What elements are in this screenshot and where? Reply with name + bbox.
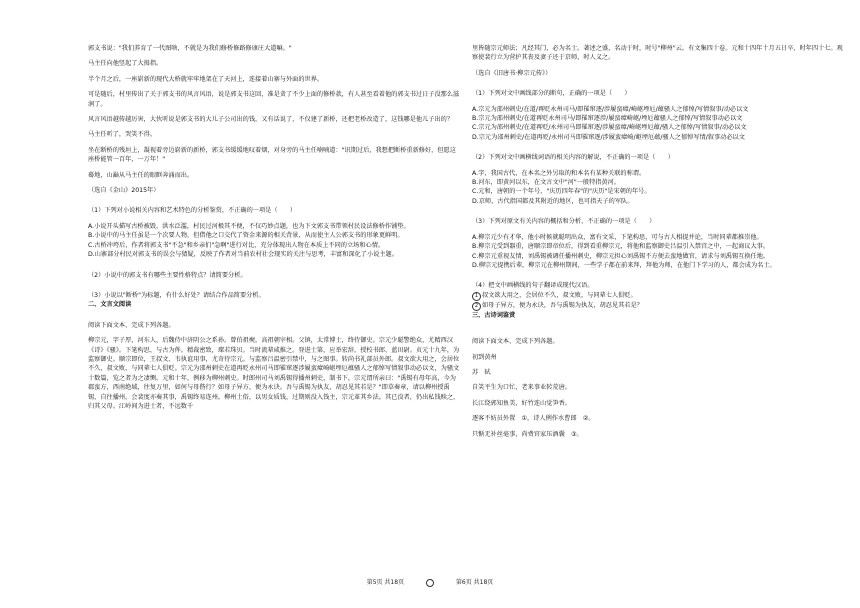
story-para: 蓦地，山巅从马主任的眼眶奔涌而出。 [88, 171, 194, 179]
classical-text: 里皆随宗元师法；凡经其门，必为名士。著述之盛，名动于时，时号"柳州"云。有文集四十卷。元和十四年十月五日卒，时年四十七。观察使裴行立为营护其丧及妻子还于京师，时人义之。 [472, 45, 843, 62]
instruction: 阅读下面文本，完成下列各题。 [88, 321, 175, 329]
option-c: C.宗元为邵州刺史/在道再贬/永州司马即罹窜逐/涉履蛮瘴/崎岖堙厄蕴/骚人之郁悼/写情叙事/动必以文 [472, 124, 747, 132]
poem-line: 自笑平生为口忙，老来事业转荒唐。 [472, 384, 571, 392]
page-number-right: 第6页 共18页 [455, 579, 494, 586]
story-para: 可是随后，村里传出了关于郭支书的风言风语，说是郭支书这回，准是贪了不少上面的修桥款，有人甚至看着他的郭支书过日子没那么滋润了。 [88, 91, 460, 108]
poem-line: 逐客不妨员外置 ①，诗人例作水曹郎 ②。 [472, 415, 595, 423]
story-para: 风言风语越传越厉害，大伙听说是郭支书的大儿子公司出的钱，又有话说了，不仅建了新桥，还把老桥改造了，这钱哪是他儿子出的？ [88, 116, 454, 124]
option-b: B.柳宗元受到器重，唐顺宗即帝位后，得到看重柳宗元，将他和监察御史吕温引入禁宫之中，一起商议大事。 [472, 243, 770, 251]
question-4: （4）把文中画横线的句子翻译成现代汉语。 [472, 282, 594, 290]
option-c: C.柳宗元重视友情，刘禹锡被调任播州刺史，柳宗元担心刘禹锡不方便去蛮地做官，请求与刘禹锡互换任地。 [472, 252, 770, 260]
story-para: 郭支书说："我们养育了一代图啥，不就是为我们修桥修路修康庄大道嘛。" [88, 45, 292, 52]
story-para: 马主任向他竖起了大拇指。 [88, 60, 163, 68]
option-a: A.柳宗元少有才华，他小时候就聪明出众，富有文采，下笔构思，可与古人相提并论，当时同辈都推崇他。 [472, 233, 763, 241]
poem-line: 长江绕郭知鱼美，好竹连山觉笋香。 [472, 399, 571, 407]
option-a: A.小说开头描写古桥被毁，洪水泛滥，村民过河极其不便，不仅巧妙点题，也为下文郭支书带领村民设法修桥作铺垫。 [88, 222, 410, 230]
classical-text: 柳宗元，字子厚，河东人，后魏侍中济阴公之系孙。曾伯祖奭，高祖朝宰相。父镇，太常博士，终侍御史。宗元少聪警绝众，尤精西汉《诗》《骚》。下笔构思，与古为侔。精裁密致，璨若珠贝。当时流辈咸推之。登进士第，应举宏辞，授校书郎、蓝田尉。贞元十九年，为监察御史。顺宗即位，王叔文、韦执谊用事，尤奇待宗元。与监察吕温密引禁中，与之图事。转尚书礼部员外郎。叔文欲大用之，会居位不久，叔文败，与同辈七人俱贬。宗元为邵州刺史在道再贬永州司马即罹窜逐涉履蛮瘴崎岖堙厄蕴骚人之郁悼写情叙事动必以文，为骚文十数篇，览之者为之凄恻。元和十年，例移为柳州刺史。时郎州司马刘禹锡得播州刺史，制书下，宗元谓所亲曰："禹锡有母年高，今为郡蛮方，西南绝域，往复万里，如何与母偕行？如母子异方，便为永诀。吾与禹锡为执友，胡忍见其若是？"即草奏章，请以柳州授禹锡，自往播州。会裴度亦奏其事，禹锡终易连州。柳州土俗，以男女质钱，过期则没入钱主，宗元革其乡法。其已没者，仍出私钱赎之，归其父母。江岭间为进士者，不远数千 [88, 337, 460, 410]
poem-title: 初到黄州 [472, 353, 497, 361]
question-3: （3）下列对原文有关内容的概括和分析，不正确的一项是（ ） [472, 218, 656, 226]
option-d: D.山寨部分村民对郭支书的误会与猜疑，反映了作者对当前农村社会现实的关注与思考，丰富和深化了小说主题。 [88, 251, 398, 259]
source-note: （选自《旧唐书·柳宗元传》） [472, 69, 552, 77]
section-heading: 二、文言文阅读 [88, 301, 132, 309]
question-2: （2）小说中的郭支书有哪些主要性格特点？请简要分析。 [88, 271, 247, 279]
question-3: （3）小说以"断桥"为标题，有什么好处？请结合作品简要分析。 [88, 291, 265, 299]
section-heading: 三、古诗词鉴赏 [472, 311, 516, 319]
source-note: （选自《金山》2015年） [88, 187, 160, 195]
option-a: A.字，我国古代，在本名之外另取的和本名有某种关联的称谓。 [472, 169, 646, 177]
option-a: A.宗元为邵州刺史/在道/再贬永州司马/即罹窜逐/涉履蛮瘴/崎岖堙厄/蕴骚人之郁悼/写情叙事/动必以文 [472, 105, 749, 113]
option-c: C.古桥冲垮后，作者将郭支书"不急"和乡亲们"急啊"进行对比，充分体现出人物在本质上不同的立场和心情。 [88, 241, 385, 249]
poem-author: 苏 轼 [472, 368, 491, 376]
circled-number-icon: 2 [472, 302, 481, 311]
option-d: D.柳宗元提携后辈，柳宗元在柳州期间，一些学子都在前来拜，拜他为师，在他门下学习的人，都会成为名士。 [472, 261, 776, 269]
option-b: B.小说中的马主任虽是一个次要人物，但借他之口交代了资金来源的相关背景，从而使主人公郭支书的形象更鲜明。 [88, 232, 404, 240]
question-2: （2）下列对文中画横线词语的相关内容的解说，不正确的一项是（ ） [472, 154, 674, 162]
page-number-left: 第5页 共18页 [366, 579, 405, 586]
story-para: 半个月之后，一座崭新的现代大桥就牢牢地架在了天河上，连接着山寨与外面的世界。 [88, 75, 324, 83]
page-footer [0, 577, 860, 587]
instruction: 阅读下面文本，完成下列各题。 [472, 338, 559, 346]
option-d: D.京师，古代指国都及其附近的地区，也可指天子的军队。 [472, 197, 634, 205]
option-b: B.宗元为邵州刺史/在道再贬永州司马/即罹窜逐涉/履蛮瘴崎岖/堙厄蕴骚人之郁悼/写情叙事动必以文 [472, 115, 743, 123]
question-1: （1）下列对小说相关内容和艺术特色的分析鉴赏，不正确的一项是（ ） [88, 207, 297, 215]
option-c: C.元和，唐朝的一个年号，"庆历四年春"的"庆历"是宋朝的年号。 [472, 188, 651, 196]
translate-item-2: 2 如母子异方，便为永诀，吾与禹锡为执友，胡忍见其若是？ [472, 301, 844, 311]
right-column [472, 44, 844, 439]
story-para: 坐在断桥的残垣上，凝视着旁边崭新的新桥，郭支书缓缓地叹着烟，对身旁的马主任喃喃道："讯期过后，我想把断桥重新修好，但愿这座桥能管一百年，一万年！" [88, 146, 456, 164]
story-para: 马主任听了，哭笑不得。 [88, 131, 157, 139]
poem-line: 只惭无补丝毫事，尚费官家压酒囊 ③。 [472, 430, 583, 438]
binding-circle-icon [426, 579, 434, 587]
left-column [88, 44, 460, 411]
option-b: B.河东，即黄河以东，在文言文中"河"一般特指黄河。 [472, 179, 621, 187]
translate-item-1: 1 叔文欲大用之，会居位不久，叔文败，与同辈七人俱贬。 [472, 291, 844, 301]
circled-number-icon: 1 [472, 292, 481, 301]
option-d: D.宗元为邵州刺史/在道再贬/永州司马即罹窜逐/涉履蛮瘴崎/岖堙厄蕴/骚人之郁悼写情/叙事动必以文 [472, 133, 745, 141]
question-1: （1）下列对文中画线部分的断句，正确的一项是（ ） [472, 90, 631, 98]
